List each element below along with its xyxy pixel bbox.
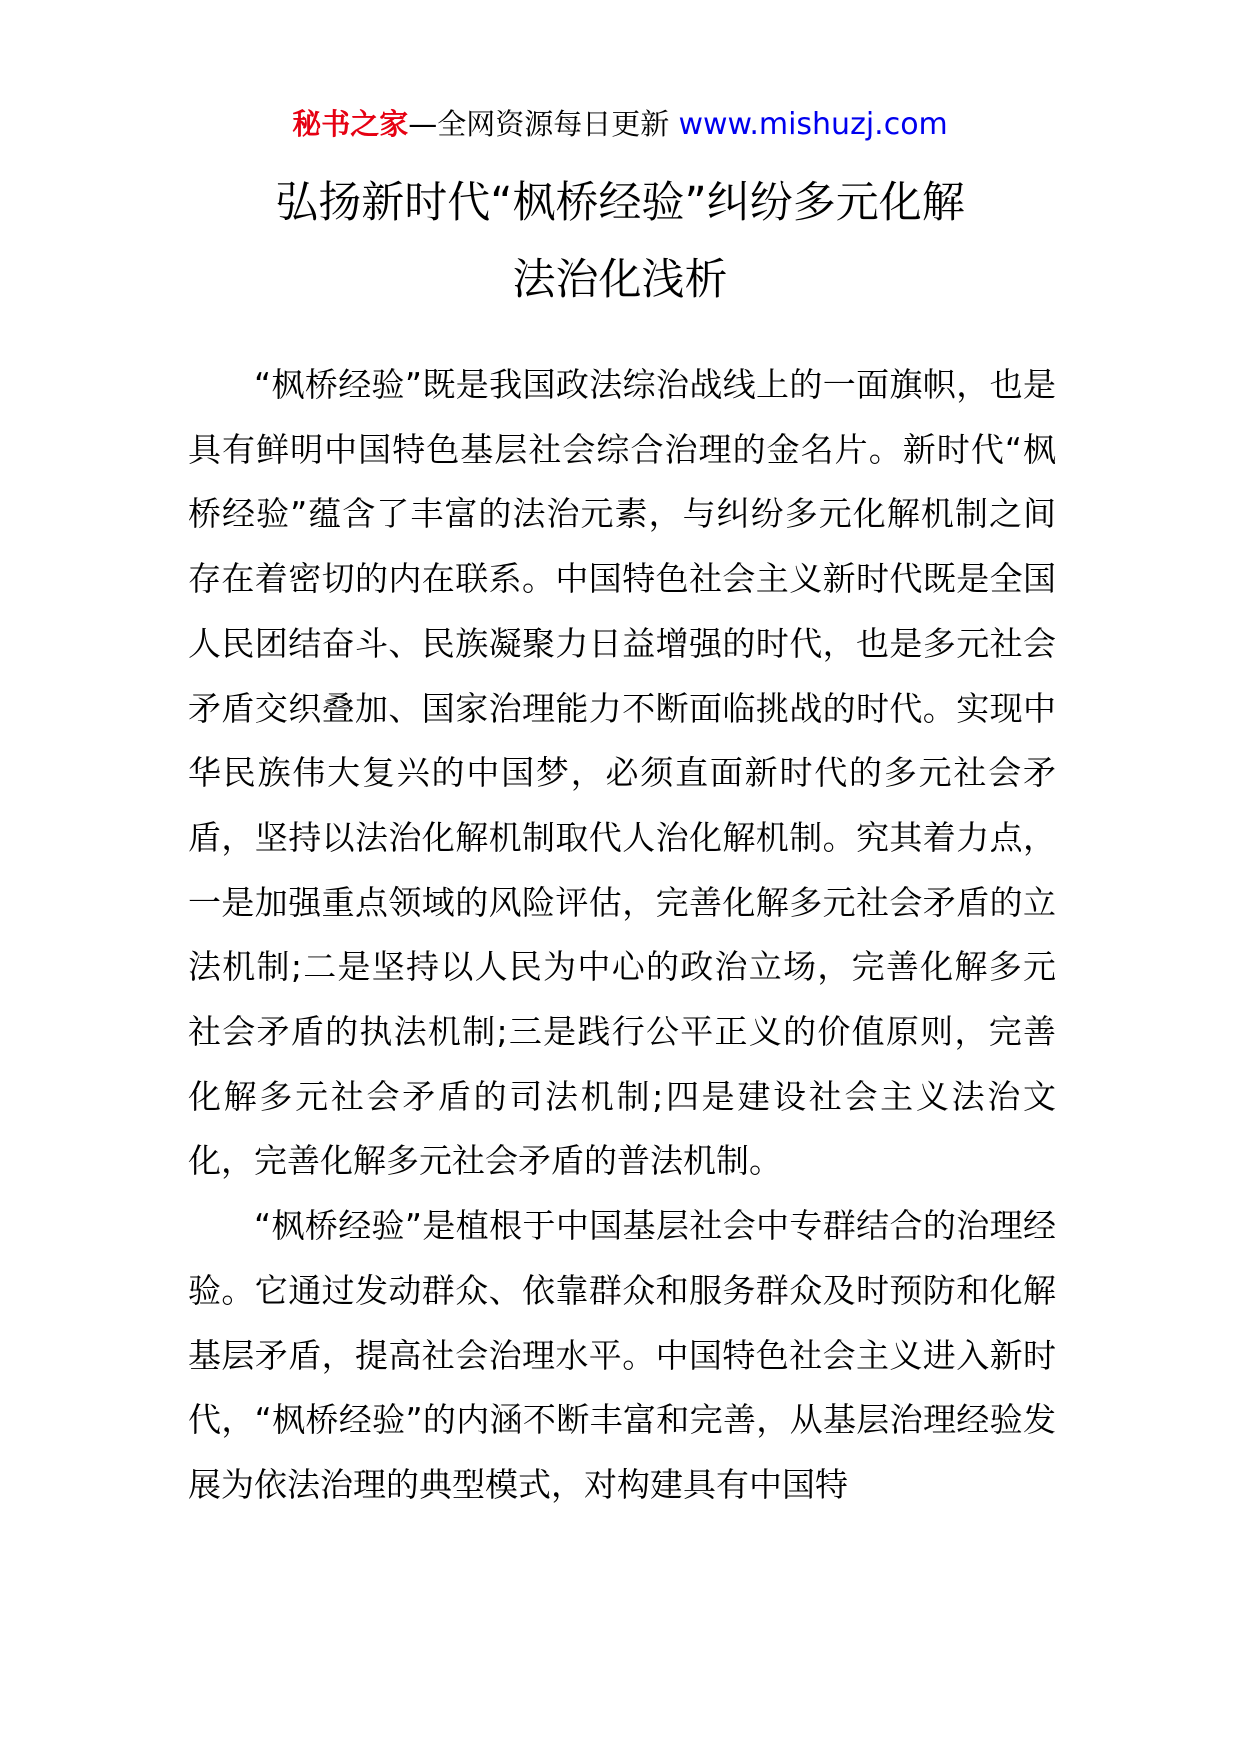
site-tagline: —全网资源每日更新: [408, 107, 679, 141]
site-header: [0, 104, 1240, 145]
document-title-line-2: 法治化浅析: [512, 255, 728, 305]
body-paragraph: “枫桥经验”是植根于中国基层社会中专群结合的治理经验。它通过发动群众、依靠群众和服务群众及时预防和化解基层矛盾，提高社会治理水平。中国特色社会主义进入新时代，“枫桥经验”的内涵不断丰富和完善，从基层治理经验发展为依法治理的典型模式，对构建具有中国特: [188, 1206, 1056, 1504]
site-brand: 秘书之家: [292, 107, 409, 141]
body-paragraph: “枫桥经验”既是我国政法综治战线上的一面旗帜，也是具有鲜明中国特色基层社会综合治理的金名片。新时代“枫桥经验”蕴含了丰富的法治元素，与纠纷多元化解机制之间存在着密切的内在联系。中国特色社会主义新时代既是全国人民团结奋斗、民族凝聚力日益增强的时代，也是多元社会矛盾交织叠加、国家治理能力不断面临挑战的时代。实现中华民族伟大复兴的中国梦，必须直面新时代的多元社会矛盾，坚持以法治化解机制取代人治化解机制。究其着力点，一是加强重点领域的风险评估，完善化解多元社会矛盾的立法机制;二是坚持以人民为中心的政治立场，完善化解多元社会矛盾的执法机制;三是践行公平正义的价值原则，完善化解多元社会矛盾的司法机制;四是建设社会主义法治文化，完善化解多元社会矛盾的普法机制。: [188, 365, 1056, 1181]
document-title: [0, 165, 1240, 319]
document-body: [188, 353, 1056, 1518]
document-title-line-1: 弘扬新时代“枫桥经验”纠纷多元化解: [275, 178, 965, 228]
site-url-link[interactable]: www.mishuzj.com: [678, 107, 948, 142]
